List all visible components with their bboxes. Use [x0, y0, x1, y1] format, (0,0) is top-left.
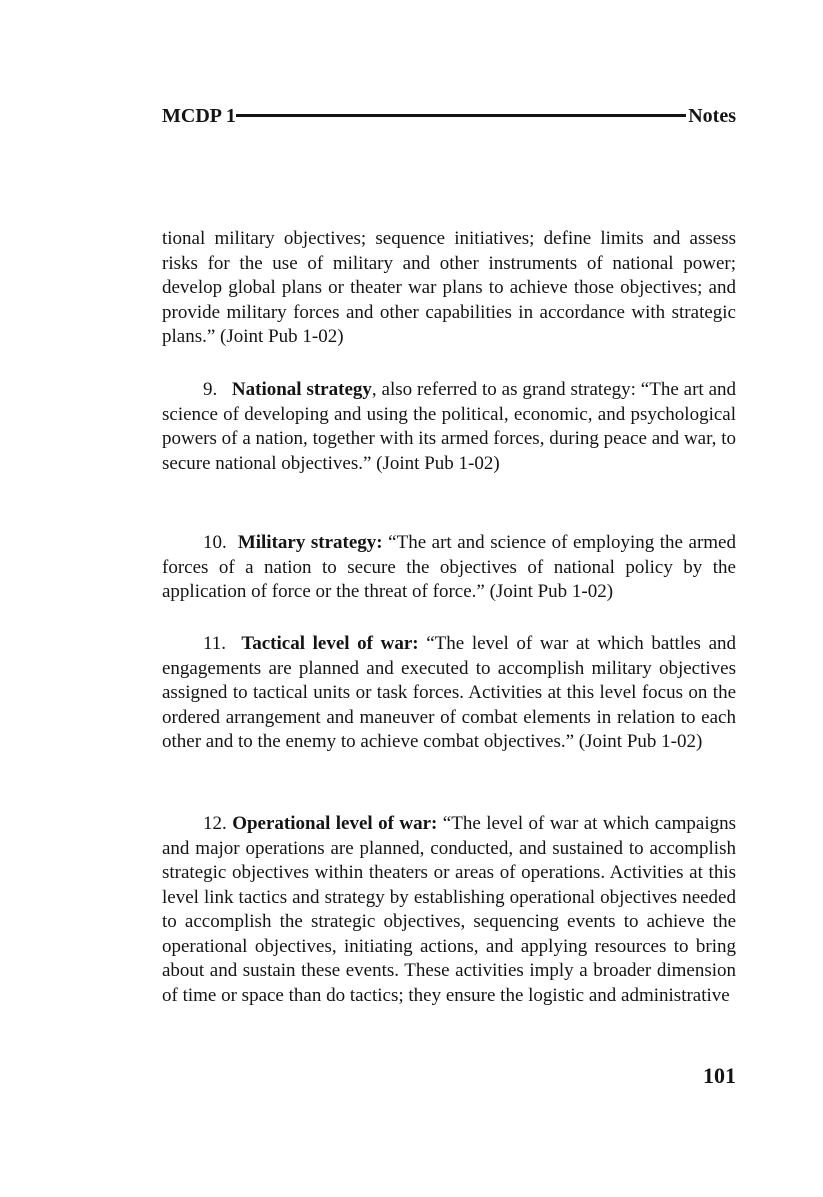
- header-rule: [236, 114, 686, 117]
- note-number: 10.: [203, 532, 227, 553]
- running-header: [162, 104, 736, 128]
- header-section-title: Notes: [688, 105, 736, 127]
- note-body: “The level of war at which battles and engagements are planned and executed to accomplish military objectives assigned to tactical units or task forces. Activities at this level focus on the ordered arrangement and maneuver of combat elements in relation to each other and to the enemy to achieve combat objectives.” (Joint Pub 1-02): [162, 633, 736, 752]
- note-number: 12.: [203, 813, 227, 834]
- note-number: 9.: [203, 379, 218, 400]
- note-10: [162, 531, 736, 605]
- note-term: Operational level of war:: [232, 813, 438, 834]
- page-number: 101: [703, 1063, 736, 1088]
- note-body: “The level of war at which campaigns and major operations are planned, conducted, and sustained to accomplish strategic objectives within theaters or areas of operations. Activities at this level link tactics and strategy by establishing operational objectives needed to accomplish the strategic objectives, sequencing events to achieve the operational objectives, initiating actions, and applying resources to bring about and sustain these events. These activities imply a broader dimension of time or space than do tactics; they ensure the logistic and administrative: [162, 813, 736, 1006]
- note-body: , also referred to as grand strategy: “The art and science of developing and using the political, economic, and psychological powers of a nation, together with its armed forces, during peace and war, to secure national objectives.” (Joint Pub 1-02): [162, 379, 737, 474]
- note-number: 11.: [203, 633, 227, 654]
- header-document-id: MCDP 1: [162, 105, 236, 127]
- note-11: [162, 632, 736, 755]
- continued-paragraph: [162, 227, 736, 350]
- note-term: Military strategy:: [237, 532, 383, 553]
- note-9: [162, 378, 736, 476]
- paragraph-body: tional military objectives; sequence initiatives; define limits and assess risks for the use of military and other instruments of national power; develop global plans or theater war plans to achieve those objectives; and provide military forces and other capabilities in accordance with strategic plans.” (Joint Pub 1-02): [162, 228, 736, 347]
- note-body: “The art and science of employing the armed forces of a nation to secure the objectives of national policy by the application of force or the threat of force.” (Joint Pub 1-02): [162, 532, 736, 602]
- note-term: Tactical level of war:: [241, 633, 419, 654]
- note-term: National strategy: [231, 379, 372, 400]
- note-12: [162, 812, 736, 1008]
